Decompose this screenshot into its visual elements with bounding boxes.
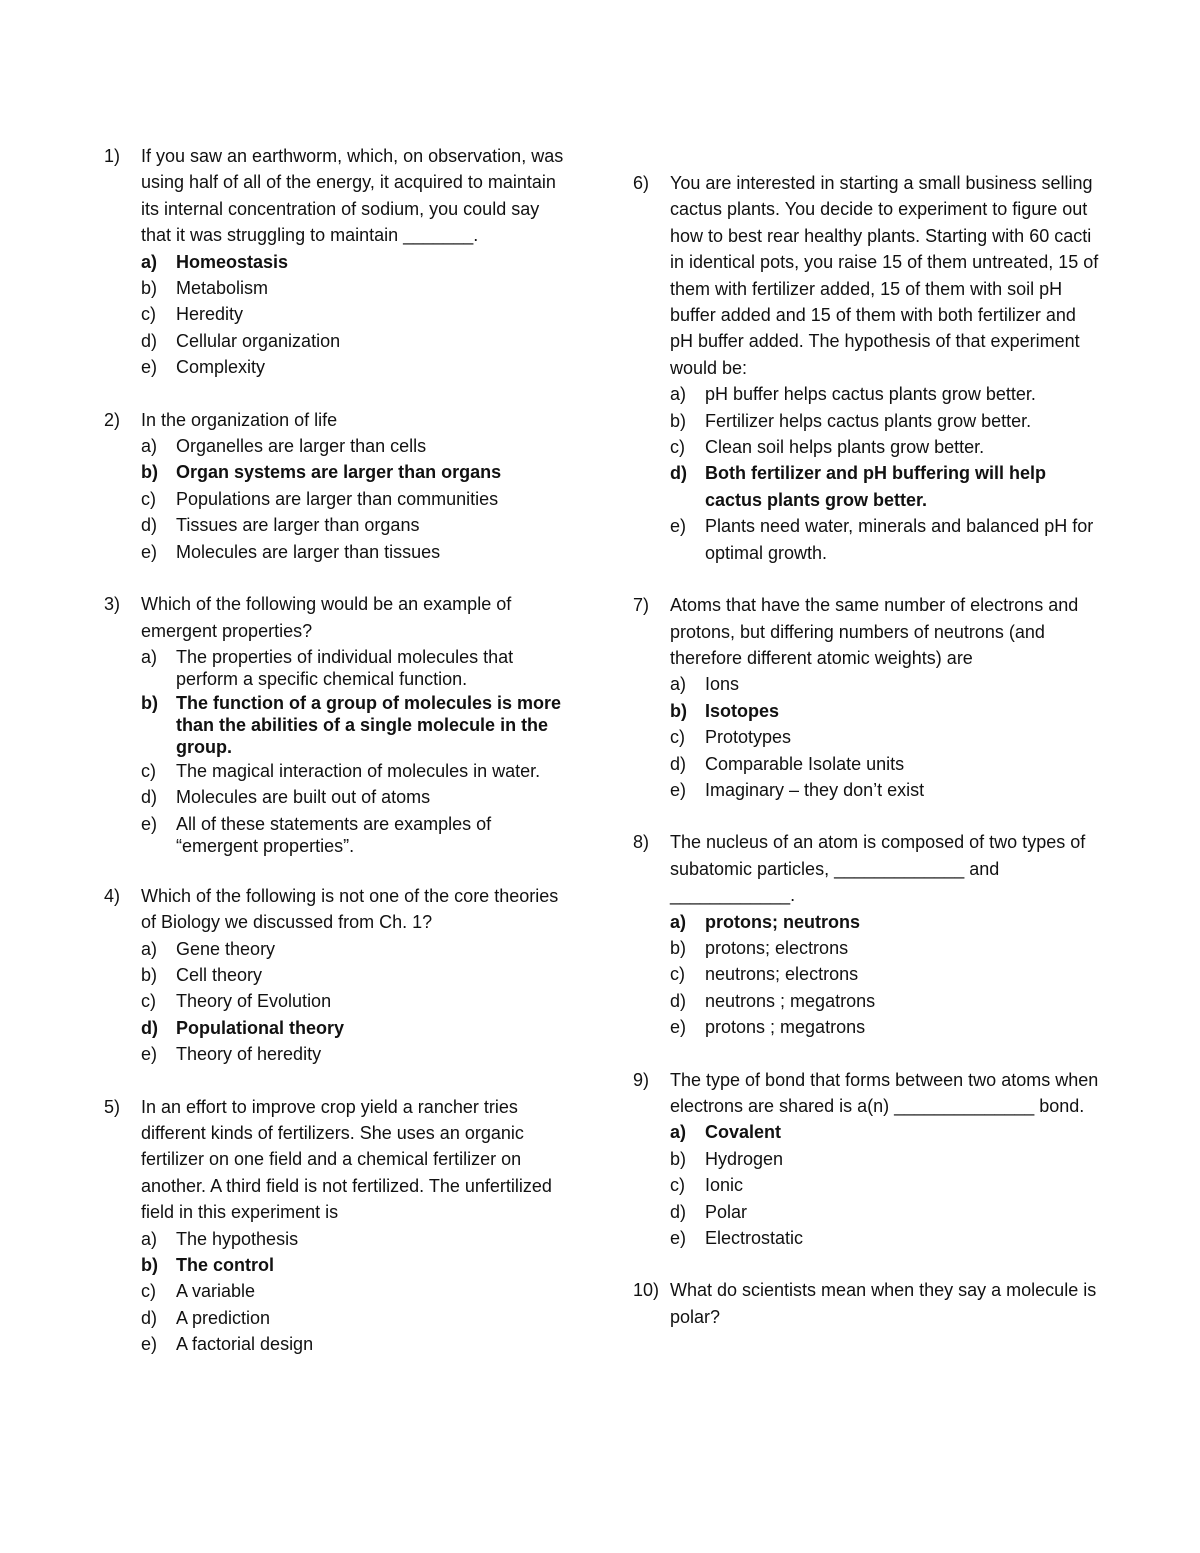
option-letter: e) xyxy=(141,1044,158,1065)
question-number: 7) xyxy=(633,595,650,616)
option-letter: b) xyxy=(670,1148,687,1169)
option-letter: a) xyxy=(670,384,687,405)
question-3 xyxy=(104,591,574,857)
option-letter: d) xyxy=(670,990,687,1011)
option-text: The magical interaction of molecules in water. xyxy=(176,760,541,781)
answer-option-correct xyxy=(633,909,1103,935)
option-letter: b) xyxy=(670,410,687,431)
option-text: Covalent xyxy=(705,1122,782,1143)
question-stem xyxy=(633,170,1103,381)
question-10 xyxy=(633,1277,1103,1330)
option-text: Prototypes xyxy=(705,727,792,748)
question-4 xyxy=(104,883,574,1068)
answer-option-correct xyxy=(104,459,574,485)
question-stem xyxy=(104,1094,574,1226)
answer-option xyxy=(104,936,574,962)
option-text: Organelles are larger than cells xyxy=(176,436,427,457)
option-text: The function of a group of molecules is more than the abilities of a single molecule in the group. xyxy=(176,692,562,757)
option-text: neutrons; electrons xyxy=(705,964,859,985)
option-letter: d) xyxy=(141,787,158,808)
answer-option xyxy=(104,1226,574,1252)
answer-option xyxy=(633,961,1103,987)
option-letter: e) xyxy=(141,813,158,834)
option-letter: d) xyxy=(141,1307,158,1328)
option-text: Isotopes xyxy=(705,700,780,721)
answer-option xyxy=(104,1305,574,1331)
option-text: Metabolism xyxy=(176,278,269,299)
question-stem xyxy=(104,883,574,936)
option-letter: a) xyxy=(141,646,158,667)
option-letter: e) xyxy=(670,779,687,800)
option-letter: d) xyxy=(670,463,687,484)
option-text: Cell theory xyxy=(176,964,263,985)
option-letter: b) xyxy=(141,1255,158,1275)
answer-option xyxy=(633,777,1103,803)
option-letter: d) xyxy=(141,515,158,536)
question-2 xyxy=(104,407,574,565)
option-letter: c) xyxy=(141,304,156,325)
option-text: A variable xyxy=(176,1281,256,1302)
option-letter: d) xyxy=(141,330,158,351)
answer-option xyxy=(633,1199,1103,1225)
answer-option xyxy=(633,935,1103,961)
answer-option xyxy=(633,434,1103,460)
option-letter: c) xyxy=(670,1175,685,1196)
option-letter: e) xyxy=(670,1228,687,1249)
question-text: Atoms that have the same number of electrons and protons, but differing numbers of neutrons (and therefore different atomic weights) are xyxy=(670,595,1079,668)
question-number: 10) xyxy=(633,1280,660,1301)
question-stem xyxy=(104,407,574,433)
answer-option xyxy=(104,1331,574,1357)
answer-option-correct xyxy=(104,1252,574,1278)
option-text: Homeostasis xyxy=(176,251,289,272)
option-letter: b) xyxy=(141,692,158,713)
question-1 xyxy=(104,143,574,381)
answer-option xyxy=(633,1225,1103,1251)
answer-option-correct xyxy=(633,1119,1103,1145)
answer-option xyxy=(633,1146,1103,1172)
option-text: Theory of Evolution xyxy=(176,991,332,1012)
option-text: The properties of individual molecules that perform a specific chemical function. xyxy=(176,646,514,689)
answer-option xyxy=(104,328,574,354)
option-letter: d) xyxy=(141,1017,158,1038)
option-text: Polar xyxy=(705,1201,748,1222)
option-text: Ions xyxy=(705,674,740,695)
option-text: Ionic xyxy=(705,1175,744,1196)
answer-option xyxy=(104,988,574,1014)
option-text: Comparable Isolate units xyxy=(705,753,905,774)
option-letter: d) xyxy=(670,753,687,774)
option-letter: e) xyxy=(670,1017,687,1038)
option-letter: b) xyxy=(141,278,158,299)
option-letter: e) xyxy=(141,541,158,562)
answer-option xyxy=(633,751,1103,777)
option-text: Both fertilizer and pH buffering will help cactus plants grow better. xyxy=(705,463,1046,510)
answer-option xyxy=(104,301,574,327)
option-letter: a) xyxy=(670,911,687,932)
answer-option xyxy=(104,811,574,857)
answer-option-correct xyxy=(104,1015,574,1041)
answer-option xyxy=(633,1172,1103,1198)
option-letter: b) xyxy=(141,462,158,483)
option-text: Molecules are larger than tissues xyxy=(176,541,441,562)
question-text: Which of the following is not one of the core theories of Biology we discussed from Ch. 1? xyxy=(141,885,559,933)
question-6 xyxy=(633,170,1103,566)
option-letter: a) xyxy=(141,251,158,272)
question-stem xyxy=(633,1067,1103,1120)
answer-option xyxy=(633,724,1103,750)
answer-option xyxy=(104,354,574,380)
option-text: Hydrogen xyxy=(705,1148,784,1169)
option-text: A factorial design xyxy=(176,1334,314,1355)
question-text: In an effort to improve crop yield a rancher tries different kinds of fertilizers. She uses an organic fertilizer on one field and a chemical fertilizer on another. A third field is not fertilized. The unfertilized field in this experiment is xyxy=(141,1096,552,1223)
question-stem xyxy=(104,143,574,249)
answer-option xyxy=(633,513,1103,566)
option-text: protons; electrons xyxy=(705,937,849,958)
option-letter: c) xyxy=(670,437,685,458)
question-number: 9) xyxy=(633,1069,650,1090)
answer-option xyxy=(104,539,574,565)
option-text: Plants need water, minerals and balanced pH for optimal growth. xyxy=(705,516,1094,563)
answer-option xyxy=(104,486,574,512)
answer-option xyxy=(104,1278,574,1304)
option-text: Gene theory xyxy=(176,938,276,959)
option-text: protons; neutrons xyxy=(705,911,860,932)
question-number: 4) xyxy=(104,885,121,906)
answer-option-correct xyxy=(104,249,574,275)
question-text: In the organization of life xyxy=(141,409,338,430)
option-letter: c) xyxy=(670,727,685,748)
question-5 xyxy=(104,1094,574,1358)
option-text: The hypothesis xyxy=(176,1228,299,1249)
option-text: The control xyxy=(176,1255,274,1275)
question-text: The nucleus of an atom is composed of two types of subatomic particles, _____________ and ____________. xyxy=(670,832,1086,906)
option-text: protons ; megatrons xyxy=(705,1017,866,1038)
option-letter: d) xyxy=(670,1201,687,1222)
question-stem xyxy=(633,592,1103,671)
question-number: 6) xyxy=(633,173,650,193)
question-text: If you saw an earthworm, which, on observation, was using half of all of the energy, it acquired to maintain its internal concentration of sodium, you could say that it was struggling to maintain _______. xyxy=(141,146,564,246)
option-text: Electrostatic xyxy=(705,1228,804,1249)
option-text: Clean soil helps plants grow better. xyxy=(705,437,985,458)
answer-option xyxy=(633,1014,1103,1040)
answer-option xyxy=(104,275,574,301)
option-text: Fertilizer helps cactus plants grow better. xyxy=(705,410,1032,431)
question-number: 8) xyxy=(633,832,650,853)
option-text: Tissues are larger than organs xyxy=(176,515,420,536)
answer-option-correct xyxy=(633,460,1103,513)
option-text: Imaginary – they don’t exist xyxy=(705,779,925,800)
question-text: The type of bond that forms between two atoms when electrons are shared is a(n) ______________ bond. xyxy=(670,1069,1099,1116)
answer-option xyxy=(633,408,1103,434)
answer-option xyxy=(104,1041,574,1067)
option-letter: e) xyxy=(141,1334,158,1355)
option-letter: e) xyxy=(670,516,687,537)
option-letter: c) xyxy=(141,991,156,1012)
option-text: Populations are larger than communities xyxy=(176,488,499,509)
right-column xyxy=(633,170,1103,1356)
question-7 xyxy=(633,592,1103,803)
question-number: 1) xyxy=(104,146,121,166)
option-letter: a) xyxy=(141,436,158,457)
question-stem xyxy=(633,1277,1103,1330)
question-text: You are interested in starting a small business selling cactus plants. You decide to experiment to figure out how to best rear healthy plants. Starting with 60 cacti in identical pots, you raise 15 of them untreated, 15 of them with fertilizer added, 15 of them with soil pH buffer added and 15 of them with both fertilizer and pH buffer added. The hypothesis of that experiment would be: xyxy=(670,173,1099,378)
option-text: neutrons ; megatrons xyxy=(705,990,876,1011)
answer-option xyxy=(104,512,574,538)
answer-option-correct xyxy=(104,690,574,758)
question-number: 5) xyxy=(104,1096,121,1117)
answer-option xyxy=(104,962,574,988)
option-letter: a) xyxy=(670,674,687,695)
option-letter: a) xyxy=(141,938,158,959)
option-text: Organ systems are larger than organs xyxy=(176,462,502,483)
option-text: Theory of heredity xyxy=(176,1044,322,1065)
question-number: 2) xyxy=(104,409,121,430)
option-letter: c) xyxy=(141,1281,156,1302)
answer-option-correct xyxy=(633,698,1103,724)
option-text: Cellular organization xyxy=(176,330,341,351)
answer-option xyxy=(104,644,574,690)
option-text: Molecules are built out of atoms xyxy=(176,787,431,808)
question-stem xyxy=(633,829,1103,908)
option-text: A prediction xyxy=(176,1307,271,1328)
option-text: Complexity xyxy=(176,357,266,378)
question-text: What do scientists mean when they say a molecule is polar? xyxy=(670,1280,1097,1327)
option-text: All of these statements are examples of “emergent properties”. xyxy=(176,813,492,856)
option-letter: a) xyxy=(141,1228,158,1249)
option-letter: e) xyxy=(141,357,158,378)
option-text: Populational theory xyxy=(176,1017,345,1038)
answer-option xyxy=(633,988,1103,1014)
option-text: Heredity xyxy=(176,304,244,325)
question-text: Which of the following would be an example of emergent properties? xyxy=(141,594,512,641)
answer-option xyxy=(104,433,574,459)
option-letter: c) xyxy=(670,964,685,985)
answer-option xyxy=(104,784,574,810)
option-letter: c) xyxy=(141,760,156,781)
answer-option xyxy=(104,758,574,784)
answer-option xyxy=(633,671,1103,697)
question-stem xyxy=(104,591,574,644)
answer-option xyxy=(633,381,1103,407)
option-letter: b) xyxy=(141,964,158,985)
question-number: 3) xyxy=(104,594,121,615)
left-column xyxy=(104,143,574,1384)
option-letter: b) xyxy=(670,937,687,958)
option-letter: c) xyxy=(141,488,156,509)
option-letter: a) xyxy=(670,1122,687,1143)
question-9 xyxy=(633,1067,1103,1252)
option-letter: b) xyxy=(670,700,687,721)
question-8 xyxy=(633,829,1103,1040)
option-text: pH buffer helps cactus plants grow better. xyxy=(705,384,1036,405)
